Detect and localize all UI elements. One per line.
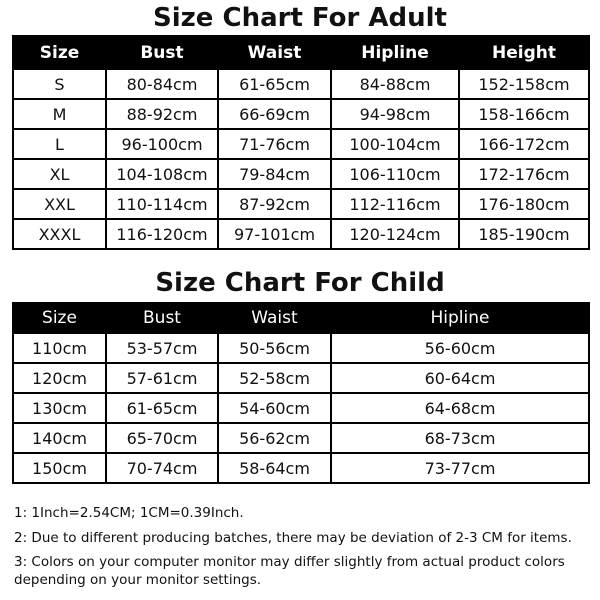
child-cell-size: 130cm <box>13 393 106 423</box>
child-cell-size: 140cm <box>13 423 106 453</box>
table-row <box>13 99 589 129</box>
child-cell-bust: 57-61cm <box>106 363 218 393</box>
adult-cell-bust: 104-108cm <box>106 159 218 189</box>
adult-cell-waist: 79-84cm <box>218 159 331 189</box>
adult-header-row <box>13 36 589 69</box>
child-header-hipline: Hipline <box>331 303 589 333</box>
table-row <box>13 423 589 453</box>
adult-header-height: Height <box>459 36 589 69</box>
child-cell-bust: 65-70cm <box>106 423 218 453</box>
child-cell-waist: 58-64cm <box>218 453 331 483</box>
child-cell-bust: 70-74cm <box>106 453 218 483</box>
child-header-waist: Waist <box>218 303 331 333</box>
child-cell-size: 120cm <box>13 363 106 393</box>
adult-cell-size: S <box>13 69 106 99</box>
child-header-row <box>13 303 589 333</box>
adult-cell-waist: 71-76cm <box>218 129 331 159</box>
table-row <box>13 159 589 189</box>
child-cell-waist: 56-62cm <box>218 423 331 453</box>
adult-cell-size: M <box>13 99 106 129</box>
child-cell-bust: 61-65cm <box>106 393 218 423</box>
adult-cell-hipline: 84-88cm <box>331 69 459 99</box>
adult-cell-hipline: 112-116cm <box>331 189 459 219</box>
adult-header-waist: Waist <box>218 36 331 69</box>
table-row <box>13 333 589 363</box>
child-cell-size: 110cm <box>13 333 106 363</box>
adult-cell-bust: 88-92cm <box>106 99 218 129</box>
child-cell-hipline: 56-60cm <box>331 333 589 363</box>
notes-section <box>14 504 590 595</box>
adult-header-hipline: Hipline <box>331 36 459 69</box>
note-deviation: 2: Due to different producing batches, there may be deviation of 2-3 CM for items. <box>14 530 572 546</box>
adult-cell-height: 185-190cm <box>459 219 589 249</box>
table-row <box>13 189 589 219</box>
adult-cell-hipline: 100-104cm <box>331 129 459 159</box>
adult-cell-waist: 66-69cm <box>218 99 331 129</box>
table-row <box>13 69 589 99</box>
child-cell-hipline: 64-68cm <box>331 393 589 423</box>
adult-cell-height: 158-166cm <box>459 99 589 129</box>
adult-cell-size: XXXL <box>13 219 106 249</box>
child-size-chart-title: Size Chart For Child <box>155 268 445 298</box>
adult-cell-bust: 116-120cm <box>106 219 218 249</box>
adult-cell-height: 166-172cm <box>459 129 589 159</box>
adult-header-size: Size <box>13 36 106 69</box>
child-cell-waist: 54-60cm <box>218 393 331 423</box>
child-cell-bust: 53-57cm <box>106 333 218 363</box>
table-row <box>13 363 589 393</box>
table-row <box>13 219 589 249</box>
table-row <box>13 129 589 159</box>
note-colors: 3: Colors on your computer monitor may differ slightly from actual product colors depending on your monitor settings. <box>14 554 565 588</box>
adult-cell-waist: 87-92cm <box>218 189 331 219</box>
adult-cell-waist: 97-101cm <box>218 219 331 249</box>
note-conversion: 1: 1Inch=2.54CM; 1CM=0.39Inch. <box>14 505 244 521</box>
adult-cell-size: XXL <box>13 189 106 219</box>
adult-cell-hipline: 120-124cm <box>331 219 459 249</box>
adult-cell-height: 176-180cm <box>459 189 589 219</box>
adult-cell-height: 152-158cm <box>459 69 589 99</box>
adult-cell-hipline: 106-110cm <box>331 159 459 189</box>
child-cell-size: 150cm <box>13 453 106 483</box>
adult-size-chart-title: Size Chart For Adult <box>153 3 447 33</box>
child-header-bust: Bust <box>106 303 218 333</box>
table-row <box>13 393 589 423</box>
child-size-table <box>12 302 590 484</box>
child-cell-hipline: 68-73cm <box>331 423 589 453</box>
child-cell-waist: 52-58cm <box>218 363 331 393</box>
adult-cell-height: 172-176cm <box>459 159 589 189</box>
child-header-size: Size <box>13 303 106 333</box>
adult-cell-size: XL <box>13 159 106 189</box>
adult-size-table <box>12 35 590 250</box>
adult-cell-bust: 80-84cm <box>106 69 218 99</box>
child-cell-hipline: 73-77cm <box>331 453 589 483</box>
table-row <box>13 453 589 483</box>
adult-cell-size: L <box>13 129 106 159</box>
child-cell-waist: 50-56cm <box>218 333 331 363</box>
adult-cell-waist: 61-65cm <box>218 69 331 99</box>
child-cell-hipline: 60-64cm <box>331 363 589 393</box>
adult-cell-hipline: 94-98cm <box>331 99 459 129</box>
adult-cell-bust: 96-100cm <box>106 129 218 159</box>
adult-header-bust: Bust <box>106 36 218 69</box>
adult-cell-bust: 110-114cm <box>106 189 218 219</box>
